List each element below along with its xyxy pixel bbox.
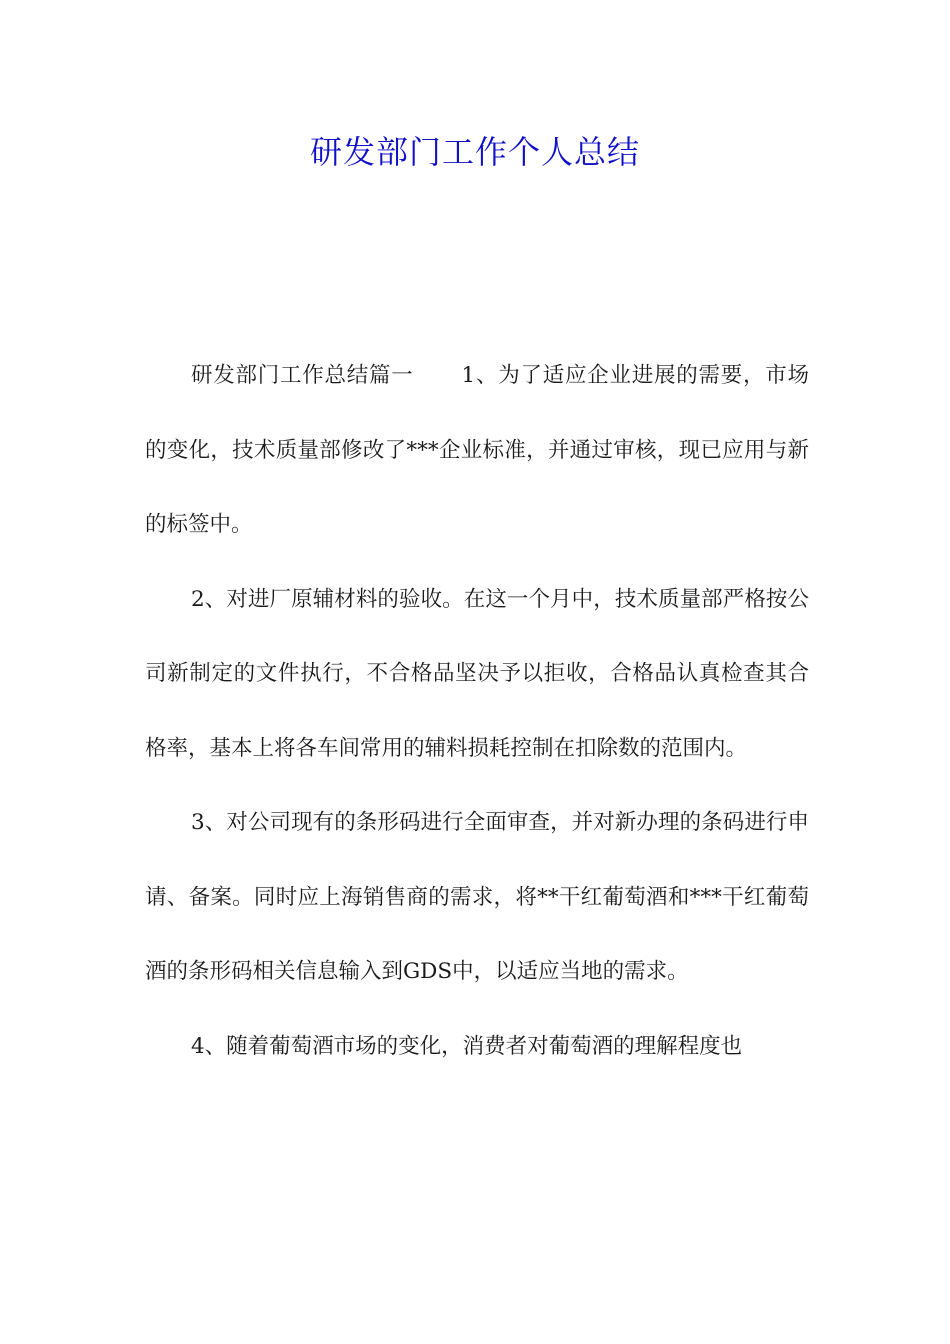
- document-title: 研发部门工作个人总结: [309, 133, 640, 171]
- document-body: [145, 339, 809, 1084]
- paragraph-text: 3、对公司现有的条形码进行全面审查，并对新办理的条码进行申请、备案。同时应上海销售商的需求，将**干红葡萄酒和***干红葡萄酒的条形码相关信息输入到GDS中，以适应当地的需求。: [145, 810, 809, 984]
- paragraph-3: [145, 786, 809, 1010]
- paragraph-text: 1、为了适应企业进展的需要，市场的变化，技术质量部修改了***企业标准，并通过审核，现已应用与新的标签中。: [145, 363, 809, 537]
- paragraph-text: 4、随着葡萄酒市场的变化，消费者对葡萄酒的理解程度也: [191, 1033, 743, 1059]
- paragraph-2: [145, 563, 809, 787]
- paragraph-1: [145, 339, 809, 563]
- paragraph-4: [145, 1010, 809, 1085]
- section-heading: 研发部门工作总结篇一: [191, 363, 414, 388]
- paragraph-text: 2、对进厂原辅材料的验收。在这一个月中，技术质量部严格按公司新制定的文件执行，不合格品坚决予以拒收，合格品认真检查其合格率，基本上将各车间常用的辅料损耗控制在扣除数的范围内。: [145, 586, 809, 761]
